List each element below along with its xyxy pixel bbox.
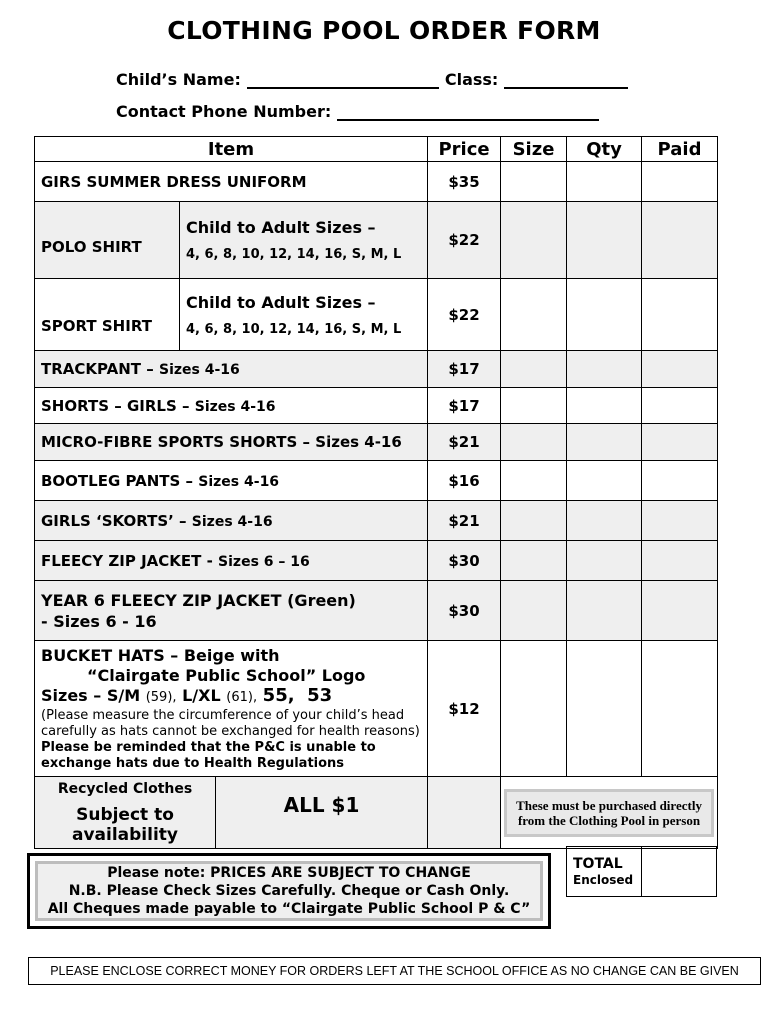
qty-cell[interactable] <box>567 581 642 641</box>
item-price: $16 <box>428 461 501 501</box>
item-sizes <box>180 279 428 351</box>
total-box <box>566 846 717 897</box>
item-name <box>35 461 428 501</box>
size-cell[interactable] <box>501 641 567 777</box>
paid-cell[interactable] <box>642 541 718 581</box>
item-price: $21 <box>428 424 501 461</box>
size-cell[interactable] <box>501 279 567 351</box>
table-row <box>35 424 718 461</box>
item-name: POLO SHIRT <box>35 202 180 279</box>
table-row <box>35 777 718 849</box>
item-name <box>35 424 428 461</box>
item-price: $30 <box>428 581 501 641</box>
item-price: $22 <box>428 202 501 279</box>
recycled-price-wrap <box>216 777 427 848</box>
item-price: $21 <box>428 501 501 541</box>
footer-note: PLEASE ENCLOSE CORRECT MONEY FOR ORDERS LEFT AT THE SCHOOL OFFICE AS NO CHANGE CAN BE GIVEN <box>28 957 761 985</box>
size-cell[interactable] <box>501 501 567 541</box>
header-qty: Qty <box>567 137 642 162</box>
item-name <box>35 541 428 581</box>
paid-cell[interactable] <box>642 202 718 279</box>
qty-cell[interactable] <box>567 351 642 388</box>
notice-line2: N.B. Please Check Sizes Carefully. Cheque or Cash Only. <box>68 883 510 899</box>
item-name <box>35 388 428 424</box>
item-sizes: Sizes 4-16 <box>315 433 402 451</box>
item-sizes: - Sizes 6 - 16 <box>41 611 157 631</box>
paid-cell[interactable] <box>642 424 718 461</box>
recycled-price-spacer <box>428 777 501 849</box>
hat-lxl: L/XL <box>182 685 221 705</box>
size-cell[interactable] <box>501 541 567 581</box>
notice-line3: All Cheques made payable to “Clairgate Public School P & C” <box>47 901 531 917</box>
hat-sm-cm: (59), <box>145 689 177 705</box>
header-size: Size <box>501 137 567 162</box>
header-paid: Paid <box>642 137 718 162</box>
paid-cell[interactable] <box>642 162 718 202</box>
item-sizes: Sizes 6 – 16 <box>218 553 310 570</box>
item-price: $17 <box>428 388 501 424</box>
item-sizes: Sizes 4-16 <box>194 398 276 415</box>
hat-sizes <box>41 686 421 708</box>
item-sizes: Sizes 4-16 <box>159 362 240 378</box>
table-row <box>35 641 718 777</box>
table-row <box>35 501 718 541</box>
paid-cell[interactable] <box>642 641 718 777</box>
total-title: TOTAL <box>573 855 623 872</box>
qty-cell[interactable] <box>567 388 642 424</box>
item-price: $35 <box>428 162 501 202</box>
total-label <box>567 847 642 897</box>
recycled-cell <box>35 777 428 849</box>
item-label: FLEECY ZIP JACKET - <box>41 551 213 570</box>
sizes-title: Child to Adult Sizes – <box>186 292 376 312</box>
total-sublabel: Enclosed <box>573 872 634 887</box>
paid-cell[interactable] <box>642 501 718 541</box>
table-header-row <box>35 137 718 162</box>
phone-row <box>116 102 605 121</box>
item-name <box>35 501 428 541</box>
paid-cell[interactable] <box>642 461 718 501</box>
table-row <box>35 388 718 424</box>
table-row <box>35 461 718 501</box>
hat-line1: BUCKET HATS – Beige with <box>41 645 280 665</box>
item-sizes <box>180 202 428 279</box>
item-name: SPORT SHIRT <box>35 279 180 351</box>
recycled-title: Recycled Clothes <box>57 780 193 797</box>
sizes-list: 4, 6, 8, 10, 12, 14, 16, S, M, L <box>186 247 402 262</box>
size-cell[interactable] <box>501 351 567 388</box>
qty-cell[interactable] <box>567 424 642 461</box>
item-price: $22 <box>428 279 501 351</box>
table-row <box>35 351 718 388</box>
item-sizes: Sizes 4-16 <box>191 513 273 530</box>
size-cell[interactable] <box>501 162 567 202</box>
hat-lxl-cm: (61), <box>226 689 258 705</box>
size-cell[interactable] <box>501 424 567 461</box>
qty-cell[interactable] <box>567 202 642 279</box>
size-cell[interactable] <box>501 461 567 501</box>
qty-cell[interactable] <box>567 501 642 541</box>
form-title: CLOTHING POOL ORDER FORM <box>167 16 601 45</box>
item-name <box>35 351 428 388</box>
hat-sizes-label: Sizes – S/M <box>41 685 141 705</box>
qty-cell[interactable] <box>567 162 642 202</box>
header-price: Price <box>428 137 501 162</box>
notice-inner <box>35 861 543 921</box>
purchase-note-cell <box>501 777 718 849</box>
item-label: MICRO-FIBRE SPORTS SHORTS – <box>41 433 311 451</box>
item-name <box>35 641 428 777</box>
hat-extra-sizes: 55, 53 <box>262 684 333 706</box>
sizes-title: Child to Adult Sizes – <box>186 218 376 237</box>
recycled-label <box>35 777 216 848</box>
qty-cell[interactable] <box>567 461 642 501</box>
item-price: $17 <box>428 351 501 388</box>
table-row <box>35 162 718 202</box>
notice-line1: Please note: PRICES ARE SUBJECT TO CHANGE <box>107 865 471 881</box>
item-name <box>35 581 428 641</box>
paid-cell[interactable] <box>642 279 718 351</box>
size-cell[interactable] <box>501 581 567 641</box>
header-item: Item <box>35 137 428 162</box>
table-row <box>35 541 718 581</box>
class-field[interactable] <box>504 71 628 89</box>
paid-cell[interactable] <box>642 581 718 641</box>
order-table <box>34 136 718 849</box>
qty-cell[interactable] <box>567 641 642 777</box>
total-amount-field[interactable] <box>642 847 717 897</box>
child-name-label: Child’s Name: <box>116 70 241 89</box>
item-label: YEAR 6 FLEECY ZIP JACKET (Green) <box>41 590 356 610</box>
purchase-note: These must be purchased directly from the Clothing Pool in person <box>504 789 714 837</box>
phone-label: Contact Phone Number: <box>116 102 332 121</box>
item-sizes: Sizes 4-16 <box>198 473 280 490</box>
sizes-list: 4, 6, 8, 10, 12, 14, 16, S, M, L <box>186 321 402 337</box>
table-row <box>35 279 718 351</box>
paid-cell[interactable] <box>642 351 718 388</box>
size-cell[interactable] <box>501 202 567 279</box>
hat-line2: “Clairgate Public School” Logo <box>87 665 366 685</box>
qty-cell[interactable] <box>567 541 642 581</box>
item-label: GIRLS ‘SKORTS’ – <box>41 511 187 530</box>
size-cell[interactable] <box>501 388 567 424</box>
table-row <box>35 202 718 279</box>
item-label: SHORTS – GIRLS – <box>41 396 190 415</box>
notice-box <box>27 853 551 929</box>
item-price: $30 <box>428 541 501 581</box>
child-class-row <box>116 70 634 89</box>
item-price: $12 <box>428 641 501 777</box>
recycled-price: ALL $1 <box>283 793 360 817</box>
phone-field[interactable] <box>337 103 599 121</box>
item-label: TRACKPANT – <box>41 360 154 378</box>
table-row <box>35 581 718 641</box>
qty-cell[interactable] <box>567 279 642 351</box>
paid-cell[interactable] <box>642 388 718 424</box>
class-label: Class: <box>444 70 499 89</box>
hat-reminder: Please be reminded that the P&C is unable to exchange hats due to Health Regulations <box>41 739 376 771</box>
hat-note: (Please measure the circumference of your child’s head carefully as hats cannot be exchanged for health reasons) <box>41 707 420 739</box>
item-label: BOOTLEG PANTS – <box>41 471 194 490</box>
child-name-field[interactable] <box>247 71 439 89</box>
item-name: GIRS SUMMER DRESS UNIFORM <box>35 162 428 202</box>
recycled-subtitle: Subject to availability <box>71 804 178 845</box>
